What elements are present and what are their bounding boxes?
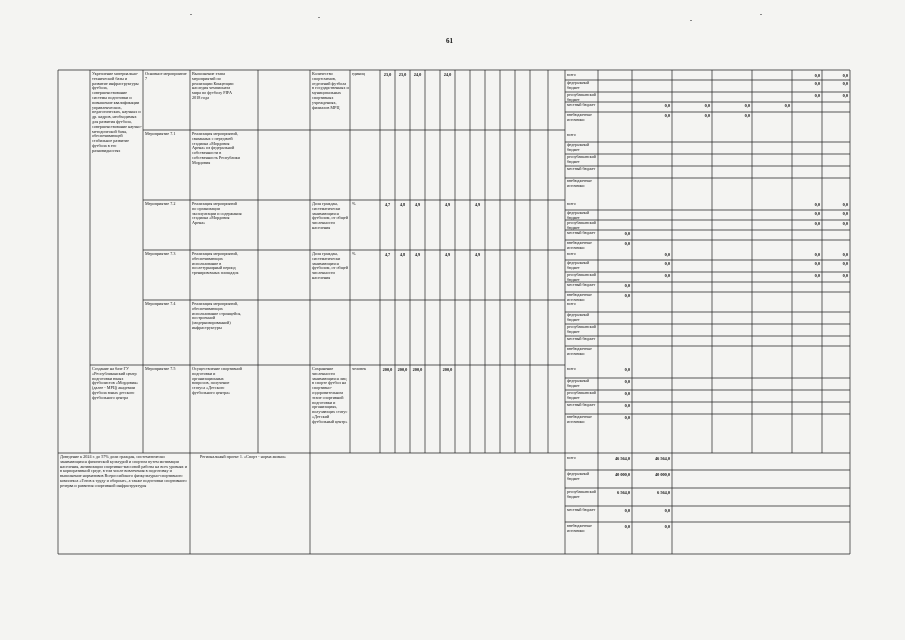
regional-project-title: Региональный проект 1. «Спорт - норма жизни»	[200, 455, 286, 459]
funding-value: 40 000,0	[654, 472, 670, 477]
indicator-value: 4,8	[399, 252, 406, 257]
unit-text: %	[352, 202, 356, 206]
measure-label: Мероприятие 7.3	[145, 252, 176, 256]
task-text: Укрепление материально-технической базы и развитие инфраструктуры футбола, совершенствование системы подготовки и повышение квалификации управленческих, педагогических, научных и др. кадров, необходимых для развития футбола, совершенствование научно-методической базы, обеспечивающей стабильное развитие футбола в его разновидностях	[92, 72, 142, 153]
funding-value: 0,0	[704, 113, 710, 118]
indicator-value: 200,0	[382, 367, 393, 372]
funding-value: 0,0	[624, 283, 630, 288]
funding-source-label: федеральный бюджет	[567, 379, 590, 388]
measure-description: Осуществление спортивной подготовки и организационных вопросов, получение статуса «Детского футбольного центра»	[192, 367, 242, 395]
funding-value: 0,0	[842, 221, 848, 226]
indicator-value: 200,0	[397, 367, 408, 372]
measure-description: Реализация мероприятий по организации эксплуатации и содержания стадиона «Мордовия Арена»	[192, 202, 242, 226]
funding-value: 0,0	[624, 231, 630, 236]
measure-description: Реализация мероприятий, обеспечивающих использование в послетурнирный период тренировочных площадок	[192, 252, 239, 276]
funding-value: 0,0	[814, 221, 820, 226]
funding-value: 0,0	[744, 103, 750, 108]
funding-value: 6 564,0	[617, 490, 630, 495]
funding-value: 0,0	[842, 81, 848, 86]
indicator-text: Доля граждан, систематически занимающихся футболом, от общей численности населения	[312, 202, 349, 230]
funding-source-label: республиканский бюджет	[567, 221, 596, 230]
funding-source-label: республиканский бюджет	[567, 273, 596, 282]
funding-source-label: внебюджетные источники	[567, 347, 592, 356]
funding-value: 46 564,0	[654, 456, 670, 461]
funding-value: 0,0	[664, 113, 670, 118]
funding-value: 0,0	[624, 391, 630, 396]
funding-value: 0,0	[814, 202, 820, 207]
funding-value: 0,0	[624, 241, 630, 246]
funding-value: 0,0	[814, 261, 820, 266]
indicator-value: 200,0	[412, 367, 423, 372]
funding-value: 0,0	[624, 524, 630, 529]
indicator-value: 4,7	[384, 202, 391, 207]
measure-description: Реализация мероприятий, обеспечивающих использование строящейся, построенной (модернизированной) инфраструктуры	[192, 302, 242, 330]
measure-description: Реализация мероприятий, связанных с передачей стадиона «Мордовия Арена» из федеральной собственности в собственность Республики Мордовия	[192, 132, 240, 165]
funding-source-label: федеральный бюджет	[567, 211, 590, 220]
funding-value: 0,0	[664, 273, 670, 278]
funding-value: 0,0	[814, 93, 820, 98]
indicator-text: Сохранение численности занимающихся лиц в спорте футбол на спортивно-оздоровительном этапе спортивной подготовки и организациях, получающих статус «Детский футбольный центр»	[312, 367, 348, 424]
indicator-value: 23,0	[383, 72, 392, 77]
funding-value: 0,0	[624, 367, 630, 372]
indicator-value: 4,9	[414, 202, 421, 207]
funding-source-label: всего	[567, 202, 576, 206]
indicator-value: 200,0	[442, 367, 453, 372]
page-number: 61	[446, 37, 453, 45]
funding-value: 0,0	[814, 211, 820, 216]
funding-source-label: внебюджетные источники	[567, 524, 592, 533]
funding-source-label: федеральный бюджет	[567, 313, 590, 322]
funding-value: 46 564,0	[614, 456, 630, 461]
indicator-value: 4,7	[384, 252, 391, 257]
funding-source-label: местный бюджет	[567, 231, 596, 235]
funding-source-label: всего	[567, 302, 576, 306]
funding-source-label: местный бюджет	[567, 283, 596, 287]
funding-source-label: федеральный бюджет	[567, 472, 590, 481]
indicator-text: Количество спортсменов, отделений футбола в государственных и муниципальных спортивных учреждениях, филиалов МРЦ	[312, 72, 349, 110]
measure-label: Мероприятие 7.2	[145, 202, 176, 206]
funding-source-label: республиканский бюджет	[567, 325, 596, 334]
funding-source-label: федеральный бюджет	[567, 81, 590, 90]
funding-source-label: республиканский бюджет	[567, 155, 596, 164]
unit-text: человек	[352, 367, 366, 371]
funding-source-label: республиканский бюджет	[567, 490, 596, 499]
funding-value: 0,0	[664, 252, 670, 257]
funding-source-label: федеральный бюджет	[567, 261, 590, 270]
funding-value: 0,0	[664, 261, 670, 266]
funding-value: 0,0	[842, 261, 848, 266]
indicator-value: 23,0	[398, 72, 407, 77]
funding-value: 0,0	[842, 273, 848, 278]
funding-value: 0,0	[814, 273, 820, 278]
funding-value: 0,0	[664, 103, 670, 108]
funding-value: 0,0	[624, 293, 630, 298]
funding-value: 0,0	[664, 524, 670, 529]
goal-text: Доведение к 2024 г. до 57% доли граждан, систематически занимающихся физической культурой и спортом путем мотивации населения, активизации спортивно-массовой работы на всех уровнях и в корпоративной среде, в том числе вовлечения в подготовку и выполнение нормативов Всероссийского физкультурно-спортивного комплекса «Готов к труду и обороне», а также подготовки спортивного резерва и развития спортивной инфраструктуры	[60, 455, 187, 488]
funding-source-label: республиканский бюджет	[567, 93, 596, 102]
funding-value: 0,0	[842, 202, 848, 207]
indicator-value: 4,9	[474, 202, 481, 207]
funding-value: 0,0	[744, 113, 750, 118]
indicator-value: 24,0	[413, 72, 422, 77]
funding-value: 6 564,0	[657, 490, 670, 495]
indicator-value: 4,9	[414, 252, 421, 257]
funding-source-label: внебюджетные источники	[567, 113, 592, 122]
funding-source-label: всего	[567, 73, 576, 77]
funding-value: 40 000,0	[614, 472, 630, 477]
funding-source-label: местный бюджет	[567, 167, 596, 171]
indicator-value: 4,8	[399, 202, 406, 207]
indicator-value: 4,9	[444, 202, 451, 207]
funding-value: 0,0	[624, 403, 630, 408]
funding-value: 0,0	[624, 379, 630, 384]
measure-description: Выполнение этапа мероприятий по реализации Концепции наследия чемпионата мира по футболу FIFA 2018 года	[192, 72, 234, 100]
funding-value: 0,0	[842, 73, 848, 78]
measure-label: Основное мероприятие 7	[145, 72, 187, 81]
funding-source-label: внебюджетные источники	[567, 241, 592, 250]
indicator-value: 4,9	[474, 252, 481, 257]
funding-value: 0,0	[814, 252, 820, 257]
unit-text: единиц	[352, 72, 365, 76]
funding-source-label: внебюджетные источники	[567, 415, 592, 424]
funding-source-label: всего	[567, 133, 576, 137]
funding-value: 0,0	[814, 73, 820, 78]
funding-source-label: республиканский бюджет	[567, 391, 596, 400]
measure-label: Мероприятие 7.1	[145, 132, 176, 136]
funding-source-label: всего	[567, 367, 576, 371]
funding-value: 0,0	[842, 211, 848, 216]
funding-source-label: местный бюджет	[567, 103, 596, 107]
indicator-value: 24,0	[443, 72, 452, 77]
funding-value: 0,0	[842, 252, 848, 257]
funding-value: 0,0	[664, 508, 670, 513]
funding-value: 0,0	[624, 415, 630, 420]
indicator-text: Доля граждан, систематически занимающихся футболом, от общей численности населения	[312, 252, 349, 280]
result-text: Создание на базе ГУ «Республиканский центр подготовки юных футболистов «Мордовия» (далее - МРЦ) академии футбола юных детского футбольного центра	[92, 367, 139, 400]
funding-source-label: всего	[567, 456, 576, 460]
funding-value: 0,0	[784, 103, 790, 108]
funding-source-label: местный бюджет	[567, 337, 596, 341]
funding-source-label: местный бюджет	[567, 403, 596, 407]
measure-label: Мероприятие 7.5	[145, 367, 176, 371]
funding-value: 0,0	[842, 93, 848, 98]
funding-source-label: федеральный бюджет	[567, 143, 590, 152]
unit-text: %	[352, 252, 356, 256]
funding-source-label: внебюджетные источники	[567, 293, 592, 302]
funding-value: 0,0	[704, 103, 710, 108]
funding-value: 0,0	[624, 508, 630, 513]
funding-source-label: всего	[567, 252, 576, 256]
funding-source-label: местный бюджет	[567, 508, 596, 512]
funding-value: 0,0	[814, 81, 820, 86]
funding-source-label: внебюджетные источники	[567, 179, 592, 188]
indicator-value: 4,9	[444, 252, 451, 257]
measure-label: Мероприятие 7.4	[145, 302, 176, 306]
